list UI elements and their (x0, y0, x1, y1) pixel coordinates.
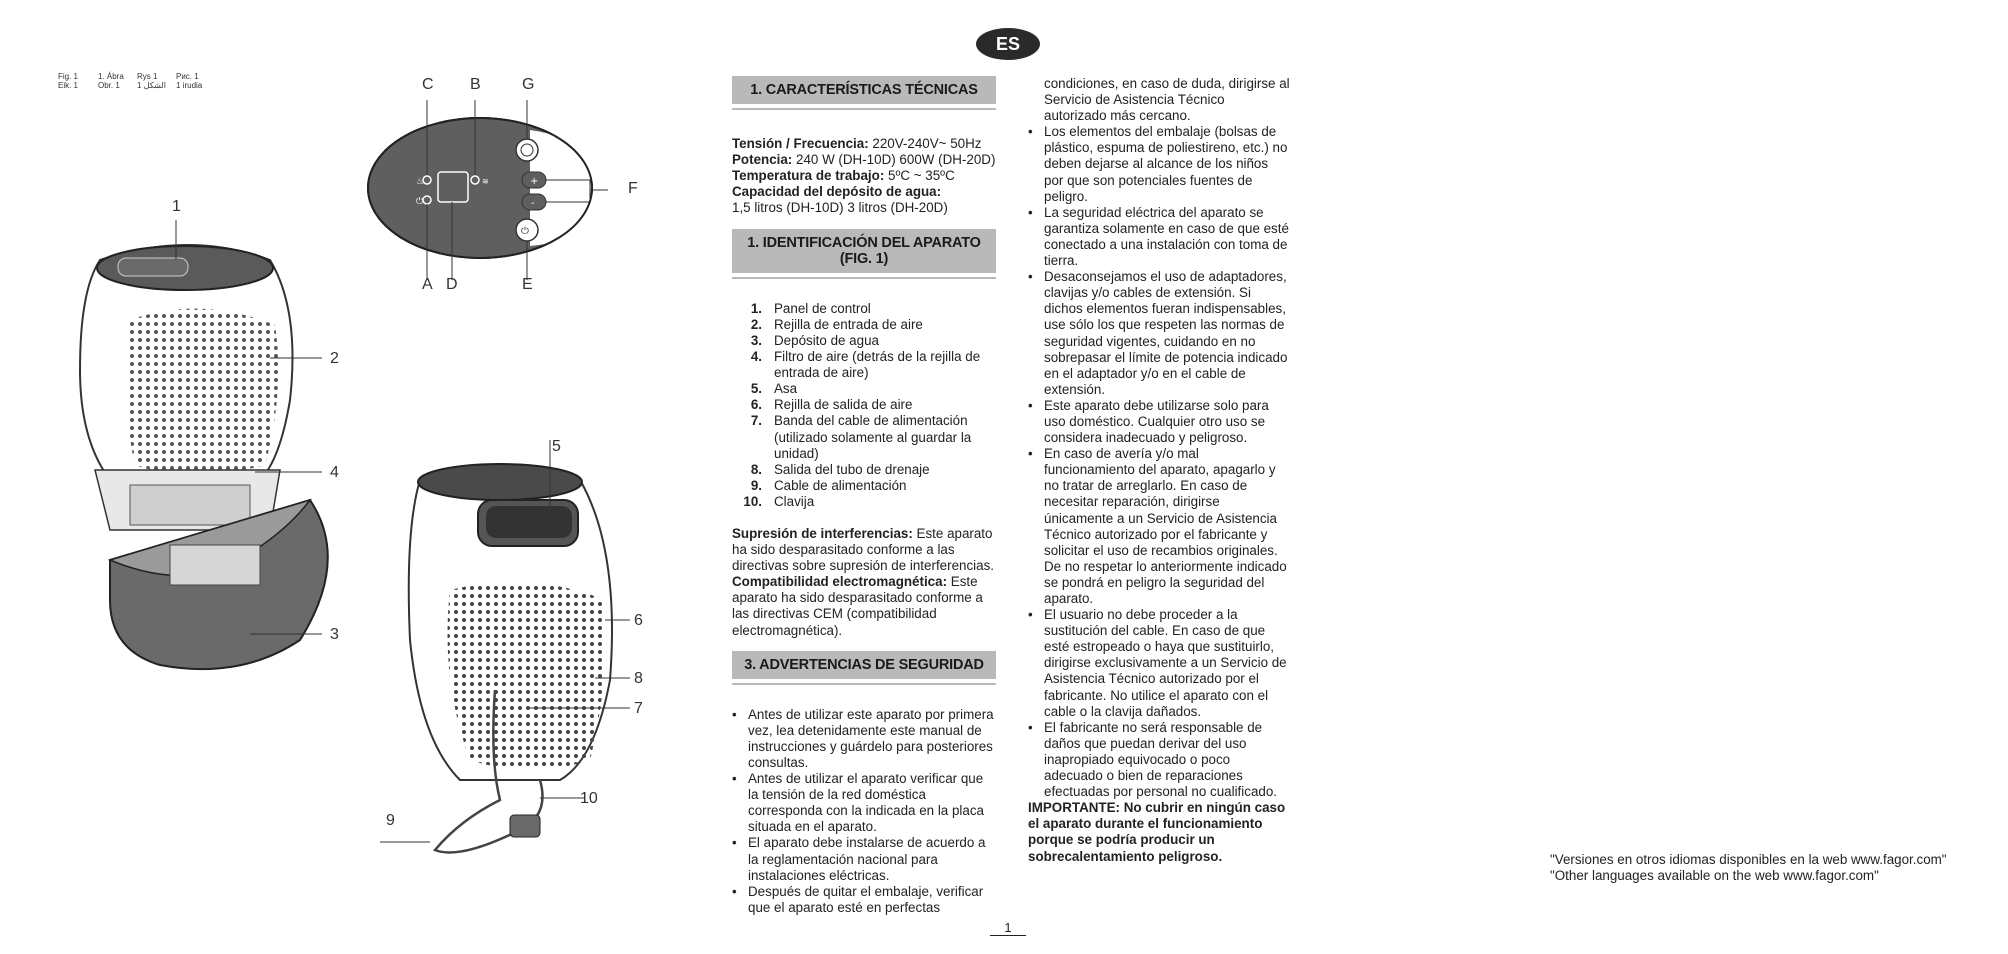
part-label-3: 3 (330, 626, 339, 643)
list-item: 10. Clavija (743, 493, 815, 509)
part-label-4: 4 (330, 464, 339, 481)
list-item: 2. Rejilla de entrada de aire (750, 316, 923, 332)
list-item: • En caso de avería y/o mal funcionamiento del aparato, apagarlo y no tratar de arreglarlo. En caso de necesitar reparación, dirigirse únicamente a un Servicio de Asistencia Técnico autorizado por el fabricante y solicitar el uso de recambios originales. De no respetar lo anteriormente indicado se pondrá en peligro la seguridad del aparato. (1028, 446, 1287, 606)
list-item: • Los elementos del embalaje (bolsas de plástico, espuma de poliestireno, etc.) no deben dejarse al alcance de los niños por que son potenciales fuentes de peligro. (1028, 124, 1288, 204)
page-number: 1 (990, 920, 1026, 936)
fig-caption: Рис. 1 1 irudia (176, 72, 203, 90)
part-label-10: 10 (580, 790, 598, 807)
list-item: 4. Filtro de aire (detrás de la rejilla de entrada de aire) (750, 349, 981, 381)
section-title-technical: 1. CARACTERÍSTICAS TÉCNICAS (732, 76, 996, 104)
part-label-7: 7 (634, 700, 643, 717)
spec-line: Temperatura de trabajo: 5ºC ~ 35ºC (732, 168, 955, 184)
section-title-identification: 1. IDENTIFICACIÓN DEL APARATO (FIG. 1) (732, 229, 996, 273)
control-panel-illustration (360, 100, 660, 300)
spec-line: Potencia: 240 W (DH-10D) 600W (DH-20D) (732, 152, 996, 168)
panel-label-c: C (422, 76, 434, 93)
list-item: 9. Cable de alimentación (750, 477, 907, 493)
list-item: • Antes de utilizar el aparato verificar que la tensión de la red doméstica corresponda con la indicada en la placa situada en el aparato. (732, 771, 984, 835)
spec-capacity-value: 1,5 litros (DH-10D) 3 litros (DH-20D) (732, 200, 948, 216)
list-item: 8. Salida del tubo de drenaje (750, 461, 930, 477)
svg-text:+: + (530, 176, 539, 187)
part-label-6: 6 (634, 612, 643, 629)
fig-caption: Rys 1 1 الشكل (137, 72, 166, 90)
svg-text:⏻: ⏻ (521, 226, 529, 237)
list-item: 7. Banda del cable de alimentación (utilizado solamente al guardar la unidad) (750, 413, 972, 461)
svg-text:≋: ≋ (482, 177, 489, 186)
footer-note: "Versiones en otros idiomas disponibles en la web www.fagor.com" "Other languages available on the web www.fagor.com" (1550, 852, 1947, 883)
panel-label-a: A (422, 276, 433, 293)
column-1 (732, 76, 996, 916)
svg-text:♨: ♨ (416, 177, 425, 187)
list-item: • Desaconsejamos el uso de adaptadores, clavijas y/o cables de extensión. Si dichos elementos fueran indispensables, use sólo los que respeten las normas de seguridad vigentes, cuidando en no sobrepasar el límite de potencia indicado en el adaptador y/o en el cable de extensión. (1028, 269, 1288, 397)
list-item: • El aparato debe instalarse de acuerdo a la reglamentación nacional para instalaciones eléctricas. (732, 835, 986, 883)
fig-caption: Fig. 1 Eik. 1 (58, 72, 79, 90)
list-item: 5. Asa (750, 381, 798, 397)
section-title-safety: 3. ADVERTENCIAS DE SEGURIDAD (732, 651, 996, 679)
interference-paragraph: Supresión de interferencias: Este aparato ha sido desparasitado conforme a las directivas sobre supresión de interferencias. (732, 525, 994, 574)
emc-paragraph: Compatibilidad electromagnética: Este aparato ha sido desparasitado conforme a las directivas CEM (compatibilidad electromagnética). (732, 574, 983, 638)
panel-label-e: E (522, 276, 533, 293)
column-2 (1028, 76, 1290, 865)
panel-label-b: B (470, 76, 481, 93)
safety-list (1028, 124, 1290, 800)
list-item: • Este aparato debe utilizarse solo para uso doméstico. Cualquier otro uso se considera inadecuado y peligroso. (1028, 397, 1269, 446)
list-item: • La seguridad eléctrica del aparato se garantiza solamente en caso de que esté conectado a una instalación con toma de tierra. (1028, 204, 1289, 269)
list-item: 3. Depósito de agua (750, 332, 879, 348)
list-item: • Antes de utilizar este aparato por primera vez, lea detenidamente este manual de instrucciones y guárdelo para posteriores consultas. (732, 706, 994, 770)
panel-label-d: D (446, 276, 458, 293)
list-item: • Después de quitar el embalaje, verificar que el aparato esté en perfectas (732, 883, 984, 915)
continuation-paragraph: condiciones, en caso de duda, dirigirse al Servicio de Asistencia Técnico autorizado más cercano. (1044, 76, 1290, 124)
fig-caption: 1. Ábra Obr. 1 (98, 72, 124, 90)
dehumidifier-rear-illustration (380, 440, 640, 870)
panel-label-g: G (522, 76, 535, 93)
svg-text:-: - (531, 198, 535, 209)
dehumidifier-front-illustration (40, 200, 360, 690)
svg-text:⏻: ⏻ (416, 197, 424, 207)
part-label-2: 2 (330, 350, 339, 367)
important-note: IMPORTANTE: No cubrir en ningún caso el aparato durante el funcionamiento porque se podría producir un sobrecalentamiento peligroso. (1028, 800, 1286, 864)
list-item: • El usuario no debe proceder a la sustitución del cable. En caso de que esté estropeado o haya que sustituirlo, dirigirse exclusivamente a un Servicio de Asistencia Técnico autorizado por el fabricante. No utilice el aparato con el cable o la clavija dañados. (1028, 607, 1287, 719)
part-label-8: 8 (634, 670, 643, 687)
spec-line: Tensión / Frecuencia: 220V-240V~ 50Hz (732, 136, 982, 152)
list-item: 1. Panel de control (750, 300, 871, 316)
panel-label-f: F (628, 180, 638, 197)
part-label-9: 9 (386, 812, 395, 829)
list-item: • El fabricante no será responsable de daños que puedan derivar del uso inapropiado equivocado o poco adecuado o bien de reparaciones efectuadas por personal no cualificado. (1028, 719, 1278, 800)
spec-line: Capacidad del depósito de agua: (732, 184, 942, 200)
part-label-5: 5 (552, 438, 561, 455)
part-label-1: 1 (172, 198, 181, 215)
warnings-list (732, 707, 996, 916)
list-item: 6. Rejilla de salida de aire (750, 397, 913, 413)
parts-list (732, 301, 996, 510)
language-badge: ES (976, 28, 1040, 60)
